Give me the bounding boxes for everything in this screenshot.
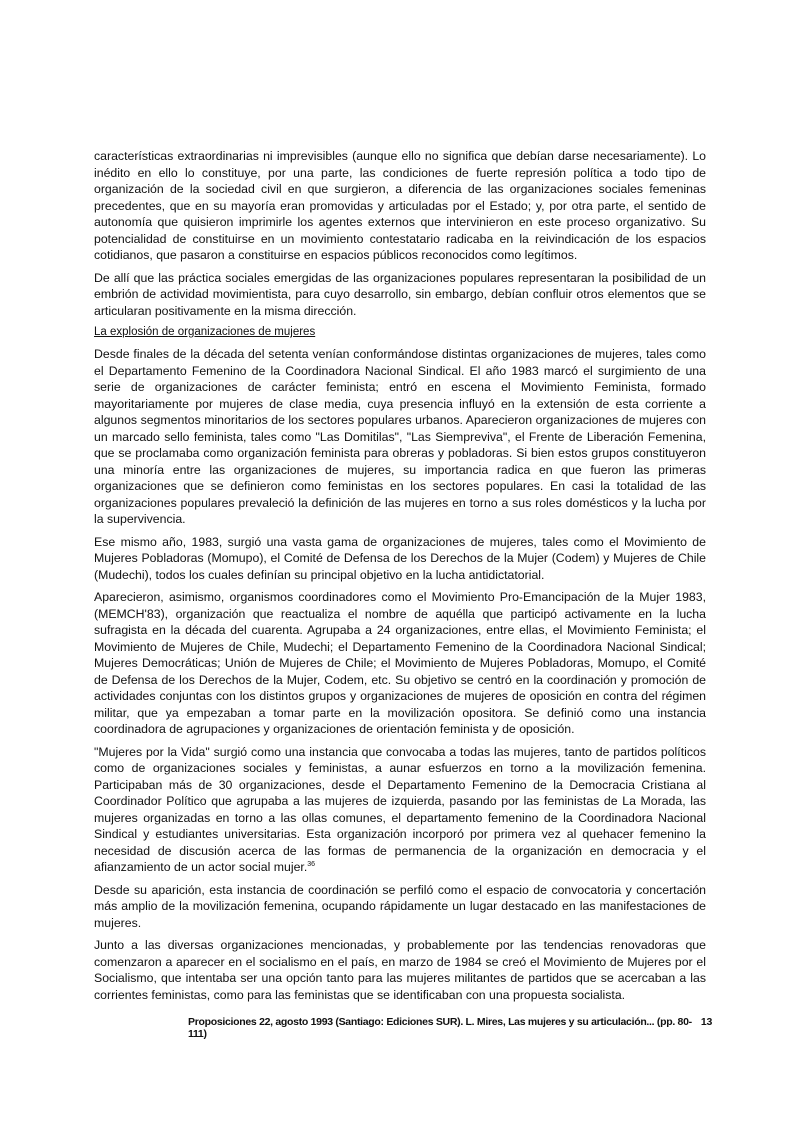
paragraph: Desde su aparición, esta instancia de coordinación se perfiló como el espacio de convocatoria y concertación más amplio de la movilización femenina, ocupando rápidamente un lugar destacado en las manifestaciones de mujeres. xyxy=(94,882,706,930)
paragraph-with-footnote xyxy=(94,744,706,876)
footer-citation: Proposiciones 22, agosto 1993 (Santiago: Ediciones SUR). L. Mires, Las mujeres y su articulación... (pp. 80-111) xyxy=(188,1016,692,1040)
paragraph: Aparecieron, asimismo, organismos coordinadores como el Movimiento Pro-Emancipación de la Mujer 1983, (MEMCH'83), organización que reactualiza el nombre de aquélla que participó activamente en la lucha sufragista en la década del cuarenta. Agrupaba a 24 organizaciones, entre ellas, el Movimiento Feminista; el Movimiento de Mujeres de Chile, Mudechi; el Departamento Femenino de la Coordinadora Nacional Sindical; Mujeres Democráticas; Unión de Mujeres de Chile; el Movimiento de Mujeres Pobladoras, Momupo, el Comité de Defensa de los Derechos de la Mujer, Codem, etc. Su objetivo se centró en la coordinación y promoción de actividades conjuntas con los distintos grupos y organizaciones de mujeres de oposición en contra del régimen militar, que ya empezaban a tomar parte en la movilización opositora. Se definió como una instancia coordinadora de agrupaciones y organizaciones de orientación feminista y de oposición. xyxy=(94,590,706,736)
paragraph: Junto a las diversas organizaciones mencionadas, y probablemente por las tendencias renovadoras que comenzaron a aparecer en el socialismo en el país, en marzo de 1984 se creó el Movimiento de Mujeres por el Socialismo, que intentaba ser una opción tanto para las mujeres militantes de partidos que se acercaban a las corrientes feministas, como para las feministas que se identificaban con una propuesta socialista. xyxy=(94,938,706,1002)
paragraph: Desde finales de la década del setenta venían conformándose distintas organizaciones de mujeres, tales como el Departamento Femenino de la Coordinadora Nacional Sindical. El año 1983 marcó el surgimiento de una serie de organizaciones de carácter feminista; entró en escena el Movimiento Feminista, formado mayoritariamente por mujeres de clase media, cuya presencia influyó en la extensión de esta corriente a algunos segmentos minoritarios de los sectores populares urbanos. Aparecieron organizaciones de mujeres con un marcado sello feminista, tales como "Las Domitilas", "Las Siempreviva", el Frente de Liberación Femenina, que se proclamaba como organización feminista para obreras y pobladoras. Si bien estos grupos constituyeron una minoría entre las organizaciones de mujeres, su importancia radica en que fueron las primeras organizaciones que se definieron como feministas en los sectores populares. En casi la totalidad de las organizaciones populares prevaleció la definición de las mujeres en torno a sus roles domésticos y la lucha por la supervivencia. xyxy=(94,347,706,526)
paragraph-text: "Mujeres por la Vida" surgió como una instancia que convocaba a todas las mujeres, tanto de partidos políticos como de organizaciones sociales y feministas, a aunar esfuerzos en torno a la movilización femenina. Participaban más de 30 organizaciones, desde el Departamento Femenino de la Democracia Cristiana al Coordinador Político que agrupaba a las mujeres de izquierda, pasando por las feministas de La Morada, las mujeres organizadas en torno a las ollas comunes, el departamento femenino de la Coordinadora Nacional Sindical y estudiantes universitarias. Esta organización incorporó por primera vez al quehacer femenino la necesidad de discusión acerca de las formas de permanencia de la organización en democracia y el afianzamiento de un actor social mujer. xyxy=(94,744,706,874)
paragraph: características extraordinarias ni imprevisibles (aunque ello no significa que debían darse necesariamente). Lo inédito en ello lo constituye, por una parte, las condiciones de fuerte represión política a todo tipo de organización de la sociedad civil en que surgieron, a diferencia de las organizaciones sociales femeninas precedentes, que en su mayoría eran promovidas y articuladas por el Estado; y, por otra parte, el sentido de autonomía que quisieron imprimirle los agentes externos que intervinieron en este proceso organizativo. Su potencialidad de constituirse en un movimiento contestatario radicaba en la reivindicación de los espacios cotidianos, que pasaron a constituirse en espacios públicos reconocidos como legítimos. xyxy=(94,149,706,262)
footnote-reference[interactable]: 36 xyxy=(307,860,316,868)
document-body xyxy=(94,148,706,1009)
section-heading: La explosión de organizaciones de mujeres xyxy=(94,326,316,338)
page-number: 13 xyxy=(700,1016,712,1028)
page-footer xyxy=(188,1016,712,1040)
paragraph: De allí que las práctica sociales emergidas de las organizaciones populares representaran la posibilidad de un embrión de actividad movimientista, para cuyo desarrollo, sin embargo, debían confluir otros elementos que se articularan positivamente en la misma dirección. xyxy=(94,270,706,318)
paragraph: Ese mismo año, 1983, surgió una vasta gama de organizaciones de mujeres, tales como el Movimiento de Mujeres Pobladoras (Momupo), el Comité de Defensa de los Derechos de la Mujer (Codem) y Mujeres de Chile (Mudechi), todos los cuales definían su principal objetivo en la lucha antidictatorial. xyxy=(94,534,706,582)
